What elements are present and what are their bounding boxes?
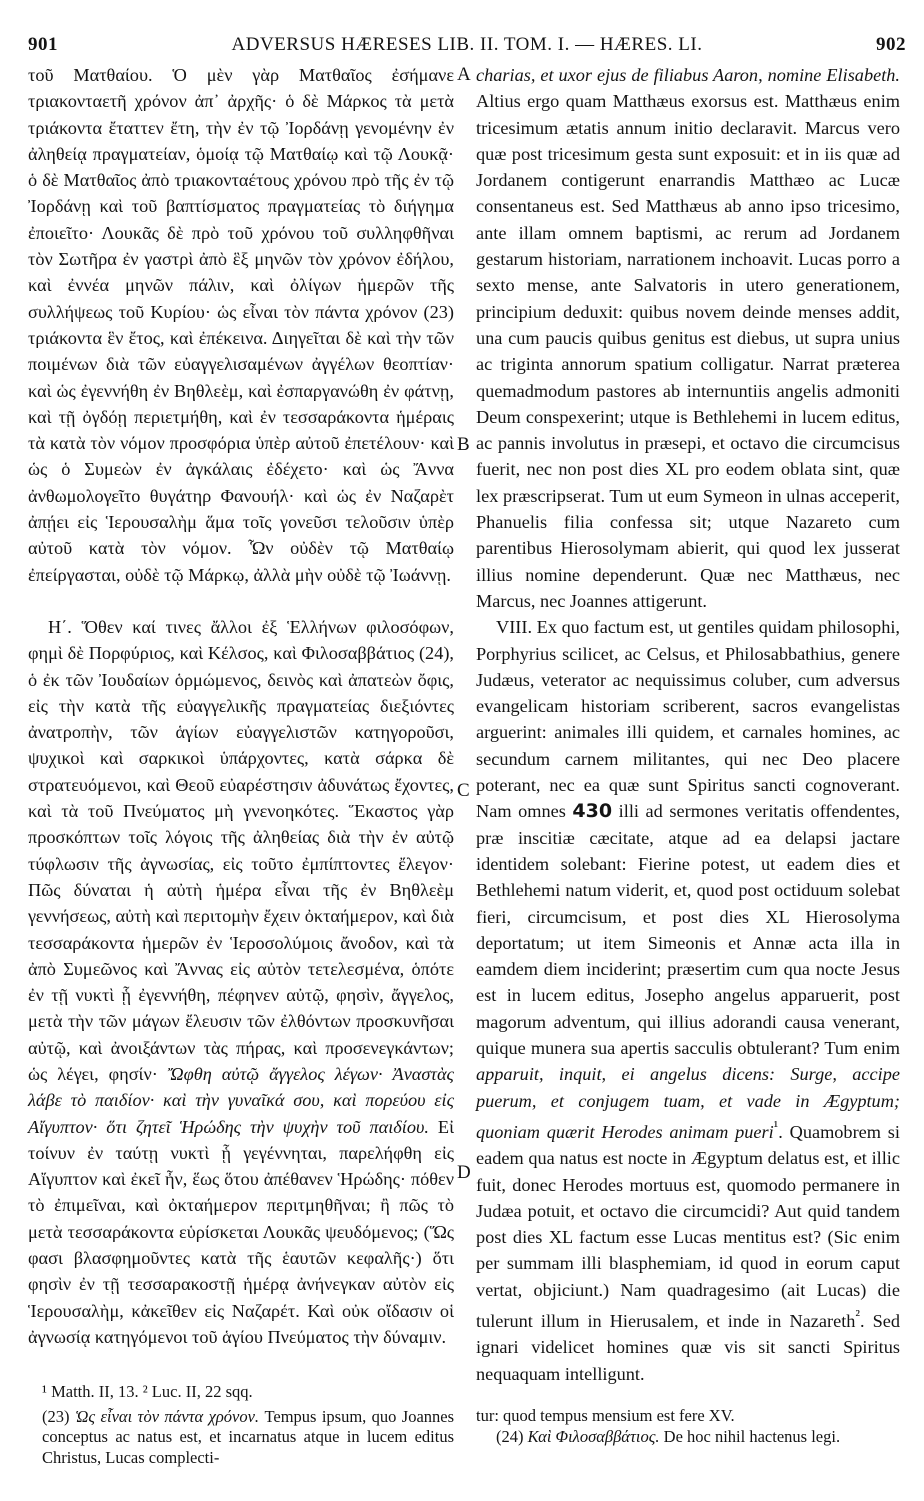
footnote-24-text: De hoc nihil hactenus legi. [663, 1426, 841, 1446]
footnote-23-label: (23) [42, 1406, 70, 1426]
footnote-23-greek: Ὡς εἶναι τὸν πάντα χρόνον. [74, 1406, 260, 1426]
latin-paragraph-1-text: Altius ergo quam Matthæus exorsus est. Matthæus enim tricesimum ætatis annum initio declaravit. Marcus vero quæ post tricesimum gesta sunt exposuit: et in iis quæ ad Jordanem contigerunt enarrandis Matthæo ac Lucæ consentaneus est. Sed Matthæus ab anno ipso tricesimo, ante illam omnem baptismi, ac rerum ad Jordanem gestarum historiam, narrationem inchoavit. Lucas porro a sexto mense, ante Salvatoris in utero generationem, principium deduxit: quibus novem deinde menses addit, una cum paucis quibus genitus est diebus, ut supra unius ac triginta annorum spatium colligatur. Narrat præterea quemadmodum pastores ab internuntiis angelis admoniti Deum conspexerint; utque is Bethlehemi in lucem editus, ac pannis involutus in præsepi, et octavo die circumcisus fuerit, nec non post dies XL pro eodem oblata sint, quæ lex præscripserat. Tum ut eum Symeon in ulnas acceperit, Phanuelis filia confessa sit; utque Nazareto cum parentibus Hierosolymam abierit, qui quod lex jusserat illius nomine dependerunt. Quæ nec Matthæus, nec Marcus, nec Joannes attigerunt. [476, 91, 900, 611]
greek-paragraph-2 [28, 614, 454, 1350]
latin-scripture-quote-2: apparuit, inquit, ei angelus dicens: Surge, accipe puerum, et conjugem tuam, et vade in Ægyptum; quoniam quærit Herodes animam pueri [476, 1064, 900, 1142]
latin-column [476, 62, 900, 1387]
footnote-ref-1: ¹ [773, 1117, 779, 1135]
footnote-23 [42, 1407, 454, 1469]
footnote-24-greek: Καὶ Φιλοσαββάτιος. [527, 1426, 660, 1446]
running-title: ADVERSUS HÆRESES LIB. II. TOM. I. — HÆRES. LI. [231, 34, 703, 55]
latin-paragraph-1 [476, 62, 900, 614]
section-marker-b: B [457, 434, 470, 455]
latin-paragraph-2-text-d: . Sed ignari videlicet homines quæ vis sit sancti Spiritus nequaquam intelligunt. [476, 1311, 900, 1384]
latin-paragraph-2-text-b: illi ad sermones veritatis offendentes, præ inscitiæ cæcitate, atque ad ea delapsi jactare identidem solebant: Fierine potest, ut eadem dies et Bethlehemi natum viderit, et, quod post octiduum solebat fieri, circumcisum, et post dies XL Hierosolyma deportatum; ut item Simeonis et Annæ acta illa in eamdem diem inciderint; præsertim cum qua nocte Jesus est in lucem editus, Josepho angelus apparuerit, post magorum adventum, qui illius adorandi causa venerant, quique munera sua apertis sacculis obtulerant? Tum enim [476, 801, 900, 1058]
latin-paragraph-2-text-a: VIII. Ex quo factum est, ut gentiles quidam philosophi, Porphyrius scilicet, ac Celsus, et Philosabbathius, genere Judæus, veterator ac nequissimus coluber, cum adversus evangelicam historiam scriberent, sacros evangelistas arguerint: animales illi quidem, et carnales homines, ac secundum carnem militantes, qui nec Deo placere poterant, nec ea quæ sunt Spiritus sancti cognoverant. Nam omnes [476, 617, 900, 822]
scripture-references: ¹ Matth. II, 13. ² Luc. II, 22 sqq. [42, 1382, 253, 1401]
section-marker-d: D [457, 1162, 471, 1183]
page-header [28, 34, 906, 58]
footnote-23-continued: tur: quod tempus mensium est fere XV. [476, 1406, 735, 1425]
footnote-24 [476, 1427, 900, 1448]
page-number-left: 901 [28, 34, 58, 55]
greek-scripture-quote: Ὤφθη αὐτῷ ἄγγελος λέγων· Ἀναστὰς λάβε τὸ παιδίον· καὶ τὴν γυναῖκά σου, καὶ πορεύου εἰς Αἴγυπτον· ὅτι ζητεῖ Ἡρώδης τὴν ψυχὴν τοῦ παιδίου. [28, 1063, 454, 1137]
section-marker-c: C [457, 780, 470, 801]
section-marker-a: A [457, 64, 471, 85]
latin-paragraph-2 [476, 614, 900, 1387]
latin-scripture-quote-1: charias, et uxor ejus de filiabus Aaron, nomine Elisabeth. [476, 65, 900, 85]
footnotes-right [476, 1406, 900, 1447]
footnote-23-text: Tempus ipsum, quo Joannes conceptus ac natus est, et incarnatus atque in lucem editus Christus, Lucas complecti- [42, 1406, 455, 1467]
greek-paragraph-1: τοῦ Ματθαίου. Ὁ μὲν γὰρ Ματθαῖος ἐσήμανε τριακονταετῆ χρόνον ἀπ᾽ ἀρχῆς· ὁ δὲ Μάρκος τὰ μετὰ τριάκοντα ἔταττεν ἔτη, τὴν ἐν τῷ Ἰορδάνῃ γενομένην ἐν ἀληθείᾳ πραγματείαν, ὁμοίᾳ τῷ Ματθαίῳ καὶ τῷ Λουκᾷ· ὁ δὲ Ματθαῖος ἀπὸ τριακονταέτους χρόνου πρὸ τῆς ἐν τῷ Ἰορδάνῃ καὶ τοῦ βαπτίσματος πραγματείας τὸ διήγημα ἐποιεῖτο· Λουκᾶς δὲ πρὸ τοῦ χρόνου τοῦ συλληφθῆναι τὸν Σωτῆρα ἐν γαστρὶ ἀπὸ ἓξ μηνῶν τὸν χρόνον ἐδήλου, καὶ ἐννέα μηνῶν πάλιν, καὶ ὀλίγων ἡμερῶν τῆς συλλήψεως τοῦ Κυρίου· ὡς εἶναι τὸν πάντα χρόνον (23) τριάκοντα ἓν ἔτος, καὶ ἐπέκεινα. Διηγεῖται δὲ καὶ τὴν τῶν ποιμένων διὰ τῶν εὐαγγελισαμένων ἀγγέλων θεοπτίαν· καὶ ὡς ἐγεννήθη ἐν Βηθλεὲμ, καὶ ἐσπαργανώθη ἐν φάτνῃ, καὶ τῇ ὀγδόῃ περιετμήθη, καὶ ἐν τεσσαράκοντα ἡμέραις τὰ κατὰ τὸν νόμον προσφόρια ὑπὲρ αὐτοῦ ἐπετέλουν· καὶ ὡς ὁ Συμεὼν ἐν ἀγκάλαις ἐδέχετο· καὶ ὡς Ἄννα ἀνθωμολογεῖτο θυγάτηρ Φανουήλ· καὶ ὡς ἐν Ναζαρὲτ ἀπῄει εἰς Ἱερουσαλὴμ ἅμα τοῖς γονεῦσι τελοῦσιν ὑπὲρ αὐτοῦ κατὰ τὸν νόμον. Ὧν οὐδὲν τῷ Ματθαίῳ ἐπείργασται, οὐδὲ τῷ Μάρκῳ, ἀλλὰ μὴν οὐδὲ τῷ Ἰωάννῃ. [28, 65, 454, 585]
greek-paragraph-2-text: Η΄. Ὅθεν καί τινες ἄλλοι ἐξ Ἑλλήνων φιλοσόφων, φημὶ δὲ Πορφύριος, καὶ Κέλσος, καὶ Φιλοσαββάτιος (24), ὁ ἐκ τῶν Ἰουδαίων ὁρμώμενος, δεινὸς καὶ ἀπατεὼν ὄφις, εἰς τὴν κατὰ τῆς εὐαγγελικῆς πραγματείας διεξιόντες ἀνατροπὴν, τῶν ἁγίων εὐαγγελιστῶν κατηγοροῦσι, ψυχικοὶ καὶ σαρκικοὶ ὑπάρχοντες, κατὰ σάρκα δὲ στρατευόμενοι, καὶ Θεοῦ εὐαρέστησιν ἀδυνάτως ἔχοντες, καὶ τὰ τοῦ Πνεύματος μὴ γνενοηκότες. Ἕκαστος γὰρ προσκόπτων τοῖς λόγοις τῆς ἀληθείας διὰ τὴν ἐν αὐτῷ τύφλωσιν τῆς ἀγνωσίας, εἰς τοῦτο ἐμπίπτοντες ἔλεγον· Πῶς δύναται ἡ αὐτὴ ἡμέρα εἶναι τῆς ἐν Βηθλεὲμ γεννήσεως, αὐτὴ καὶ περιτομὴν ἔχειν ὀκταήμερον, καὶ διὰ τεσσαράκοντα ἡμερῶν ἐν Ἱεροσολύμοις ἄνοδον, καὶ τὰ ἀπὸ Συμεῶνος καὶ Ἄννας εἰς αὐτὸν τετελεσμένα, ὁπότε ἐν τῇ νυκτὶ ᾗ ἐγεννήθη, πέφηνεν αὐτῷ, φησὶν, ἄγγελος, μετὰ τὴν τῶν μάγων ἔλευσιν τῶν ἐλθόντων προσκυνῆσαι αὐτῷ, καὶ ἀνοιξάντων τὰς πήρας, καὶ προσενεγκάντων; ὡς λέγει, φησίν· [28, 616, 454, 1084]
page-number-right: 902 [876, 34, 906, 55]
greek-column [28, 62, 454, 1350]
footnote-ref-2: ² [855, 1307, 860, 1325]
greek-paragraph-2-rest: Εἰ τοίνυν ἐν ταύτῃ νυκτὶ ᾗ γεγέννηται, παρελήφθη εἰς Αἴγυπτον καὶ ἐκεῖ ἦν, ἕως ὅτου ἀπέθανεν Ἡρώδης· πόθεν τὸ ἐπιμεῖναι, καὶ ὀκταήμερον περιτμηθῆναι; ἢ πῶς τὸ μετὰ τεσσαράκοντα εὑρίσκεται Λουκᾶς ψευδόμενος; (Ὥς φασι βλασφημοῦντες κατὰ τῆς ἑαυτῶν κεφαλῆς·) ὅτι φησὶν ἐν τῇ τεσσαρακοστῇ ἡμέρᾳ ἀνήνεγκαν αὐτὸν εἰς Ἱερουσαλὴμ, κἀκεῖθεν εἰς Ναζαρέτ. Καὶ οὐκ οἴδασιν οἱ ἀγνωσίᾳ κατηγόμενοι τοῦ ἁγίου Πνεύματος τὴν δύναμιν. [28, 1116, 454, 1347]
footnotes-left [42, 1382, 454, 1468]
column-number: 430 [572, 800, 613, 823]
footnote-24-label: (24) [496, 1426, 524, 1446]
latin-paragraph-2-text-c: . Quamobrem si eadem qua natus est nocte in Ægyptum delatus est, et illic fuit, donec Herodes mortuus est, quomodo permanere in Judæa potuit, et octavo die circumcidi? Aut quid tandem post dies XL factum esse Lucas mentitus est? (Sic enim per summam illi blasphemiam, id quod in eorum caput vertat, objiciunt.) Nam quadragesimo (ait Lucas) die tulerunt illum in Hierusalem, et inde in Nazareth [476, 1121, 900, 1332]
